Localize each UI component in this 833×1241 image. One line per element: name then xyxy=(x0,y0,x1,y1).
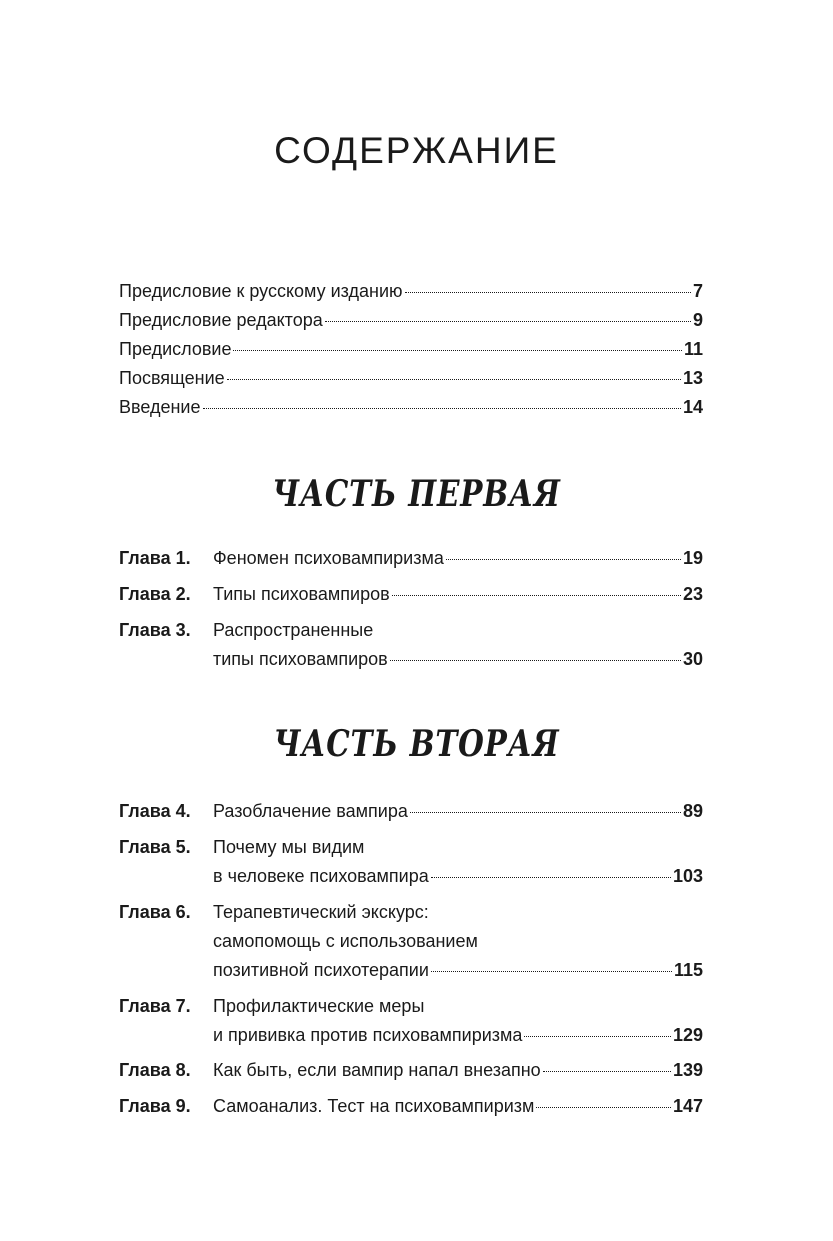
page-title: СОДЕРЖАНИЕ xyxy=(274,130,559,171)
dot-leader xyxy=(524,1036,671,1037)
chapter-page: 147 xyxy=(672,1096,703,1116)
part-two-heading: ЧАСТЬ ВТОРАЯ xyxy=(273,723,560,765)
dot-leader xyxy=(543,1071,671,1072)
dot-leader xyxy=(410,812,681,813)
chapter-title: позитивной психотерапии xyxy=(213,960,429,980)
toc-entry-page: 14 xyxy=(682,397,703,417)
chapter-label: Глава 3. xyxy=(119,620,191,640)
chapter-label: Глава 4. xyxy=(119,801,191,821)
toc-entry-page: 9 xyxy=(692,310,703,330)
toc-entry-title: Посвящение xyxy=(119,368,225,388)
chapter-title: в человеке психовампира xyxy=(213,866,429,886)
chapter-page: 115 xyxy=(673,960,703,980)
chapter-title: Как быть, если вампир напал внезапно xyxy=(213,1060,541,1080)
dot-leader xyxy=(431,877,671,878)
chapter-title: Разоблачение вампира xyxy=(213,801,408,821)
chapter-page: 19 xyxy=(682,548,703,568)
chapter-label: Глава 1. xyxy=(119,548,191,568)
chapter-title: Почему мы видим xyxy=(213,837,365,857)
chapter-title: Типы психовампиров xyxy=(213,584,390,604)
dot-leader xyxy=(392,595,681,596)
part-one-heading: ЧАСТЬ ПЕРВАЯ xyxy=(272,473,561,515)
chapter-page: 103 xyxy=(672,866,703,886)
toc-entry[interactable] xyxy=(119,306,703,335)
toc-entry-page: 13 xyxy=(682,368,703,388)
toc-entry-page: 7 xyxy=(692,281,703,301)
chapter-title: Феномен психовампиризма xyxy=(213,548,444,568)
dot-leader xyxy=(536,1107,671,1108)
chapter-title: Терапевтический экскурс: xyxy=(213,902,429,922)
chapter-title: и прививка против психовампиризма xyxy=(213,1025,523,1045)
toc-entry[interactable] xyxy=(119,393,703,422)
chapter-label: Глава 9. xyxy=(119,1096,191,1116)
toc-entry-title: Предисловие xyxy=(119,339,232,359)
toc-entry[interactable] xyxy=(119,364,703,393)
dot-leader xyxy=(405,292,691,293)
dot-leader xyxy=(446,559,681,560)
dot-leader xyxy=(431,971,672,972)
dot-leader xyxy=(390,660,681,661)
toc-entry-title: Предисловие к русскому изданию xyxy=(119,281,403,301)
dot-leader xyxy=(325,321,691,322)
chapter-title: Распространенные xyxy=(213,620,374,640)
chapter-label: Глава 5. xyxy=(119,837,191,857)
toc-entry[interactable] xyxy=(119,277,703,306)
chapter-title: типы психовампиров xyxy=(213,649,388,669)
dot-leader xyxy=(227,379,681,380)
chapter-label: Глава 6. xyxy=(119,902,191,922)
chapter-label: Глава 2. xyxy=(119,584,191,604)
toc-entry-page: 11 xyxy=(683,339,703,359)
chapter-page: 30 xyxy=(682,649,703,669)
chapter-title: самопомощь с использованием xyxy=(213,931,478,951)
chapter-page: 89 xyxy=(682,801,703,821)
chapter-page: 129 xyxy=(672,1025,703,1045)
dot-leader xyxy=(203,408,681,409)
chapter-page: 23 xyxy=(682,584,703,604)
chapter-title: Самоанализ. Тест на психовампиризм xyxy=(213,1096,535,1116)
toc-entry[interactable] xyxy=(119,335,703,364)
toc-entry-title: Введение xyxy=(119,397,201,417)
dot-leader xyxy=(233,350,682,351)
chapter-title: Профилактические меры xyxy=(213,996,425,1016)
chapter-label: Глава 7. xyxy=(119,996,191,1016)
chapter-page: 139 xyxy=(672,1060,703,1080)
toc-entry-title: Предисловие редактора xyxy=(119,310,323,330)
chapter-label: Глава 8. xyxy=(119,1060,191,1080)
